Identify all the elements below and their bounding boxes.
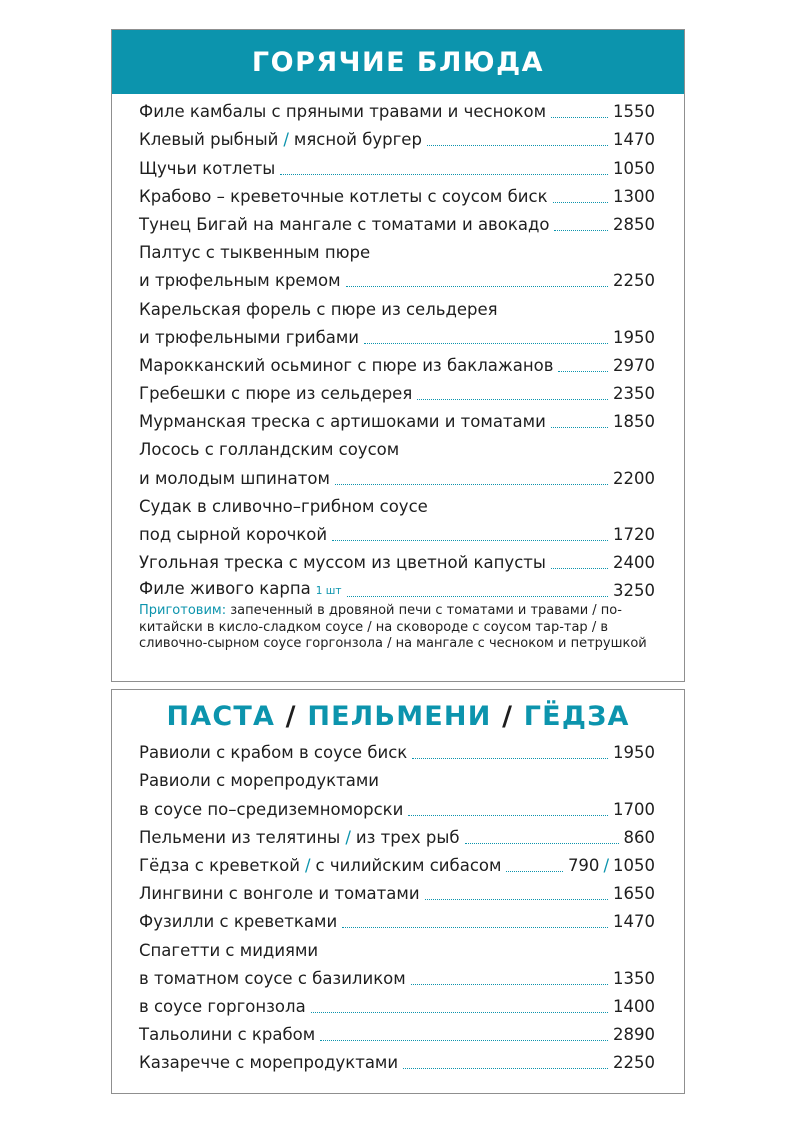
item-group-name: Спагетти с мидиями (139, 940, 319, 960)
item-name: Карельская форель с пюре из сельдерея (139, 299, 498, 319)
item-name-continued: в соусе по–средиземноморски (139, 799, 404, 819)
item-portion-note: 1 шт (315, 585, 342, 598)
menu-item (139, 150, 655, 178)
pasta-title: ПАСТА / ПЕЛЬМЕНИ / ГЁДЗА (166, 701, 630, 732)
item-price: 2970 (613, 355, 655, 375)
menu-item (139, 1045, 655, 1073)
item-price: 1950 (613, 327, 655, 347)
menu-item (139, 348, 655, 376)
menu-item (139, 904, 655, 932)
carp-cooking-options (139, 603, 655, 652)
item-name: Гребешки с пюре из сельдерея (139, 384, 413, 404)
hot-dishes-section (111, 29, 685, 682)
item-name: Угольная треска с муссом из цветной капусты (139, 553, 546, 573)
menu-item (139, 517, 655, 545)
dot-leader (408, 815, 608, 816)
item-name-continued: и трюфельным кремом (139, 271, 341, 291)
dot-leader (554, 230, 608, 231)
dot-leader (332, 540, 608, 541)
menu-item-name-line (139, 763, 655, 791)
slash-separator: / (603, 855, 609, 875)
menu-item (139, 735, 655, 763)
item-price: 1850 (613, 412, 655, 432)
dot-leader (403, 1068, 608, 1069)
item-name-continued: под сырной корочкой (139, 525, 328, 544)
menu-item (139, 820, 655, 848)
menu-item (139, 460, 655, 488)
menu-item (139, 179, 655, 207)
item-name: Крабово – креветочные котлеты с соусом биск (139, 186, 548, 206)
dot-leader (347, 596, 609, 597)
item-price: 1720 (613, 525, 655, 544)
item-price: 860 (623, 827, 655, 847)
item-name: Мурманская треска с артишоками и томатами (139, 412, 546, 432)
item-price: 1350 (613, 968, 655, 988)
menu-item-name-line (139, 489, 655, 517)
item-price: 1700 (613, 799, 655, 819)
item-price: 2250 (613, 271, 655, 291)
item-name: в соусе горгонзола (139, 996, 306, 1016)
dot-leader (553, 202, 608, 203)
carp-options-label: Приготовим: (139, 603, 227, 619)
menu-item-name-line (139, 291, 655, 319)
item-name-continued: и молодым шпинатом (139, 468, 330, 488)
item-price: 2350 (613, 384, 655, 404)
item-name: Казаречче с морепродуктами (139, 1053, 399, 1073)
item-name: Тальолини с крабом (139, 1025, 316, 1045)
item-name: в томатном соусе с базиликом (139, 968, 406, 988)
menu-item (139, 1017, 655, 1045)
item-price: 2850 (613, 214, 655, 234)
pasta-section (111, 689, 685, 1094)
dot-leader (412, 758, 608, 759)
item-name: Филе живого карпа 1 шт (139, 579, 342, 599)
item-price: 1400 (613, 996, 655, 1016)
dot-leader (551, 568, 608, 569)
item-name: Равиоли с крабом в соусе биск (139, 743, 408, 763)
hot-dishes-title: ГОРЯЧИЕ БЛЮДА (251, 46, 545, 78)
dot-leader (558, 371, 608, 372)
item-name: Гёдза с креветкой / с чилийским сибасом (139, 855, 502, 875)
dot-leader (342, 927, 608, 928)
menu-item (139, 876, 655, 904)
item-price: 790 / 1050 (567, 855, 655, 875)
menu-item (139, 848, 655, 876)
item-price: 2250 (613, 1053, 655, 1073)
item-name: Палтус с тыквенным пюре (139, 243, 371, 263)
item-price: 1550 (613, 102, 655, 122)
item-name: Тунец Бигай на мангале с томатами и авокадо (139, 214, 550, 234)
menu-item (139, 263, 655, 291)
item-price: 1950 (613, 743, 655, 763)
dot-leader (551, 117, 608, 118)
dot-leader (425, 899, 608, 900)
dot-leader (506, 871, 563, 872)
menu-item-group (139, 932, 655, 960)
dot-leader (311, 1012, 608, 1013)
item-price: 3250 (613, 581, 655, 601)
item-price: 2400 (613, 553, 655, 573)
item-price: 2890 (613, 1025, 655, 1045)
item-name: Клевый рыбный / мясной бургер (139, 130, 422, 150)
item-name: Марокканский осьминог с пюре из баклажанов (139, 355, 554, 375)
pasta-list (139, 735, 655, 1073)
item-name: Судак в сливочно–грибном соусе (139, 496, 428, 516)
dot-leader (335, 484, 608, 485)
item-price: 1300 (613, 186, 655, 206)
dot-leader (427, 145, 608, 146)
item-price: 2200 (613, 468, 655, 488)
item-name: Пельмени из телятины / из трех рыб (139, 827, 460, 847)
hot-dishes-list (139, 94, 655, 652)
item-name: Лингвини с вонголе и томатами (139, 884, 420, 904)
item-name: Фузилли с креветками (139, 912, 338, 932)
dot-leader (280, 174, 608, 175)
item-name: Лосось с голландским соусом (139, 440, 400, 460)
item-name: Равиоли с морепродуктами (139, 771, 379, 791)
menu-item (139, 122, 655, 150)
item-price: 1650 (613, 884, 655, 904)
menu-item (139, 207, 655, 235)
dot-leader (417, 399, 608, 400)
dot-leader (320, 1040, 608, 1041)
dot-leader (346, 286, 608, 287)
menu-item (139, 545, 655, 573)
dot-leader (364, 343, 608, 344)
menu-item-name-line (139, 235, 655, 263)
slash-separator: / (283, 130, 289, 150)
item-name: Филе камбалы с пряными травами и чесноком (139, 102, 547, 122)
menu-item-name-line (139, 432, 655, 460)
menu-item-variant (139, 989, 655, 1017)
item-price: 1470 (613, 912, 655, 932)
hot-dishes-banner (112, 30, 684, 94)
item-name-continued: и трюфельными грибами (139, 327, 360, 347)
menu-item (139, 320, 655, 348)
dot-leader (551, 427, 608, 428)
menu-item (139, 376, 655, 404)
item-price: 1470 (613, 130, 655, 150)
menu-item (139, 94, 655, 122)
menu-item (139, 404, 655, 432)
menu-item (139, 573, 655, 601)
dot-leader (411, 984, 608, 985)
slash-separator: / (345, 827, 351, 847)
slash-separator: / (304, 855, 311, 875)
menu-item (139, 791, 655, 819)
menu-item-variant (139, 961, 655, 989)
dot-leader (465, 843, 619, 844)
carp-options-text: запеченный в дровяной печи с томатами и травами / по-китайски в кисло-сладком соусе / на сковороде с соусом тар-тар / в сливочно-сырном соусе горгонзола / на мангале с чесноком и петрушкой (139, 603, 647, 651)
item-name: Щучьи котлеты (139, 158, 276, 178)
item-price: 1050 (613, 158, 655, 178)
